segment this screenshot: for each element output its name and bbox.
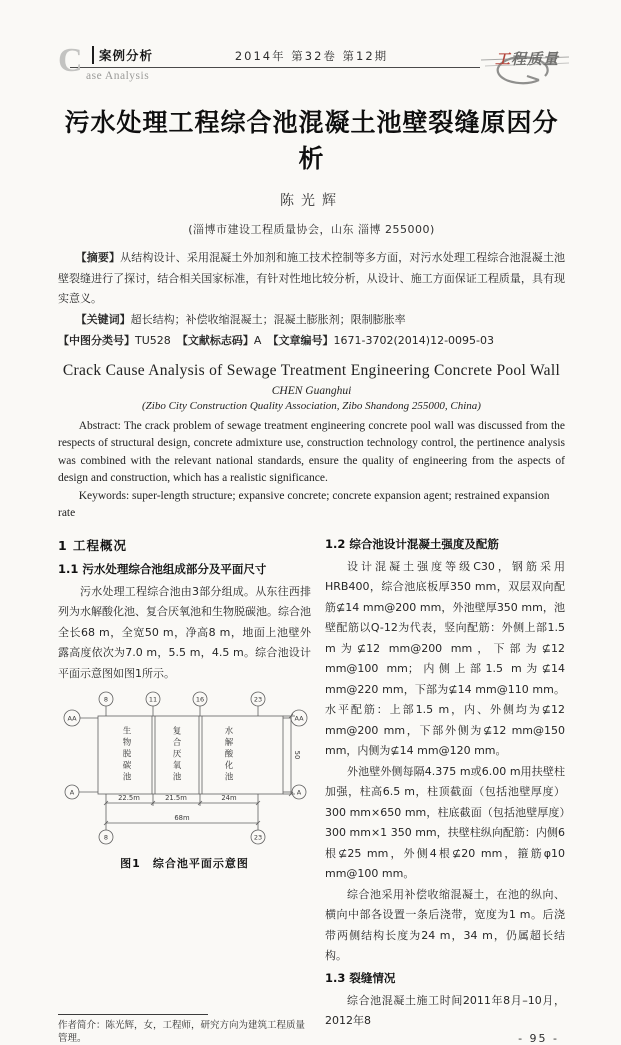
figure-plan-diagram: [58, 690, 311, 850]
section-1-3-paragraph-1: 综合池混凝土施工时间2011年8月–10月，2012年8: [325, 993, 565, 1027]
logo-rest-chars: 程质量: [511, 50, 560, 68]
svg-text:A: A: [69, 788, 75, 797]
page-header: [58, 44, 565, 94]
header-rule: [70, 67, 480, 68]
document-code: 【文献标志码】A: [176, 334, 262, 347]
pool-cell-label: 水解酸化池: [223, 726, 233, 784]
left-column: [58, 536, 311, 1045]
figure-1: [58, 690, 311, 871]
body-columns: [58, 536, 565, 1045]
column-title-zh: 案例分析: [92, 46, 153, 64]
author-name-zh: 陈光辉: [280, 193, 343, 209]
journal-logo: [479, 42, 571, 88]
affiliation-zh: (淄博市建设工程质量协会，山东 淄博 255000): [188, 223, 435, 236]
pool-cell-label: 生物脱碳池: [121, 726, 131, 784]
footnote-rule: [58, 1014, 208, 1015]
logo-accent-char: 工: [495, 50, 511, 68]
section-1-2-paragraph-1: 设计混凝土强度等级C30，钢筋采用HRB400，综合池底板厚350 mm，双层双向配筋⊈14 mm@200 mm，外池壁厚350 mm，池壁配筋以Q-12为代表，竖向配筋：外侧上部1.5 m为⊈12 mm@200 mm，下部为⊈12 mm@100 mm；内侧上部1.5 m为⊈14 mm@220 mm，下部为⊈14 mm@110 mm。水平配筋：上部1.5 m，内、外侧均为⊈12 mm@200 mm，下部外侧为⊈12 mm@150 mm，内侧为⊈14 mm@120 mm。: [325, 559, 565, 757]
article-number: 【文章编号】1671-3702(2014)12-0095-03: [267, 334, 494, 347]
abstract-zh: [58, 248, 565, 310]
svg-text:24m: 24m: [221, 794, 237, 802]
abstract-en: Abstract: The crack problem of sewage treatment engineering concrete pool wall was discussed from the respects of structural design, concrete admixture use, construction technology control, the pertinence analysis was combined with the relevant national standards, ensure the quality of engineering from the aspects of design and construction, which has a realistic significance.: [58, 419, 565, 484]
svg-text:68m: 68m: [174, 814, 190, 822]
section-1-2-paragraph-2: 外池壁外侧每隔4.375 m或6.00 m用扶壁柱加强，柱高6.5 m，柱顶截面（包括池壁厚度）300 mm×650 mm，柱底截面（包括池壁厚度）300 mm×1 350 mm，扶壁柱纵向配筋：内侧6根⊈25 mm，外侧4根⊈20 mm，箍筋φ10 mm@100 mm。: [325, 764, 565, 880]
section-1-1-paragraph: 污水处理工程综合池由3部分组成。从东往西排列为水解酸化池、复合厌氧池和生物脱碳池。综合池全长68 m，全宽50 m，净高8 m，地面上池壁外露高度依次为7.0 m，5.5 m，4.5 m。综合池设计平面示意图如图1所示。: [58, 584, 311, 680]
svg-text:22.5m: 22.5m: [118, 794, 140, 802]
plan-drawing: [58, 690, 311, 850]
section-1-3-heading: 1.3 裂缝情况: [325, 970, 396, 985]
keywords-zh: [58, 310, 565, 331]
footnote-text: 作者简介：陈光辉，女，工程师，研究方向为建筑工程质量管理。: [58, 1019, 306, 1044]
keywords-en: Keywords: super-length structure; expansive concrete; concrete expansion agent; restrained expansion rate: [58, 489, 550, 519]
svg-text:50: 50: [293, 750, 301, 760]
abstract-text: 从结构设计、采用混凝土外加剂和施工技术控制等多方面，对污水处理工程综合池混凝土池壁裂缝进行了探讨，结合相关国家标准，有针对性地比较分析，从设计、施工方面保证工程质量，具有现实意义。: [58, 251, 566, 305]
english-block: [58, 362, 565, 523]
svg-text:23: 23: [253, 695, 263, 704]
column-initial-letter: C: [58, 42, 83, 79]
issue-info: 2014年 第32卷 第12期: [234, 49, 389, 63]
article-title-en: Crack Cause Analysis of Sewage Treatment Engineering Concrete Pool Wall: [62, 361, 561, 379]
abstract-label: 【摘要】: [75, 251, 121, 264]
right-column: [325, 536, 565, 1045]
figure-1-caption: 图1 综合池平面示意图: [120, 857, 249, 870]
section-1-1-heading: 1.1 污水处理综合池组成部分及平面尺寸: [58, 561, 267, 576]
chinese-meta-block: [58, 248, 565, 352]
keywords-label: 【关键词】: [75, 312, 131, 326]
section-1-2-paragraph-3: 综合池采用补偿收缩混凝土，在池的纵向、横向中部各设置一条后浇带，宽度为1 m。后浇带两侧结构长度为24 m，34 m，仍属超长结构。: [325, 887, 565, 962]
author-name-en: CHEN Guanghui: [271, 384, 352, 397]
author-bio-footnote: [58, 1010, 311, 1045]
svg-text:8: 8: [103, 833, 109, 842]
article-title-zh: 污水处理工程综合池混凝土池壁裂缝原因分析: [64, 108, 559, 173]
keywords-text: 超长结构；补偿收缩混凝土；混凝土膨胀剂；限制膨胀率: [130, 312, 406, 326]
pool-cell-label: 复合厌氧池: [171, 726, 181, 784]
classification-row: [58, 331, 494, 352]
clc-number: 【中图分类号】TU528: [58, 334, 171, 347]
section-1-heading: 1 工程概况: [58, 537, 128, 553]
svg-text:AA: AA: [67, 714, 77, 723]
section-1-2-heading: 1.2 综合池设计混凝土强度及配筋: [325, 536, 499, 551]
svg-text:21.5m: 21.5m: [165, 794, 187, 802]
svg-text:AA: AA: [294, 714, 304, 723]
svg-text:16: 16: [195, 695, 205, 704]
column-title-en: ase Analysis: [86, 70, 150, 82]
svg-text:23: 23: [253, 833, 263, 842]
affiliation-en: (Zibo City Construction Quality Association, Zibo Shandong 255000, China): [142, 399, 481, 412]
svg-text:11: 11: [148, 695, 158, 704]
svg-text:A: A: [296, 788, 302, 797]
journal-logo-graphic: [479, 42, 571, 88]
svg-text:8: 8: [103, 695, 109, 704]
page-number: - 95 -: [518, 1031, 559, 1045]
